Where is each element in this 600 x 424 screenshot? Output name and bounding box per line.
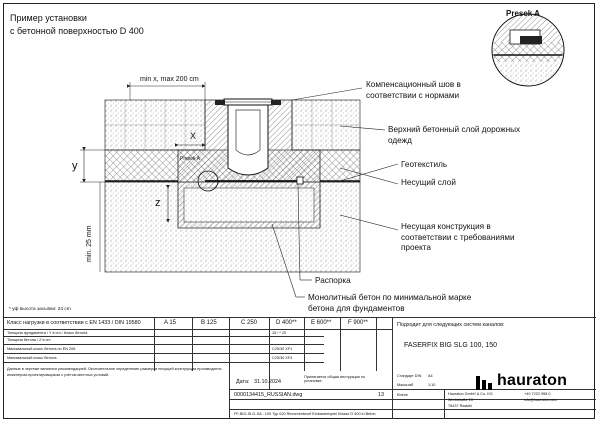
footnote: * уф высота засыпки: 24 cm <box>9 307 71 312</box>
class-e600: E 600** <box>311 320 332 326</box>
callout-top-concrete: Верхний бетонный слой дорожных одежд <box>388 125 521 145</box>
standard-label: Стандарт DIN <box>397 374 422 378</box>
drawing-title-line2: с бетонной поверхностью D 400 <box>10 26 144 36</box>
product-name: FASERFIX BIG SLG 100, 150 <box>404 342 497 349</box>
dimension-z: z <box>155 197 161 209</box>
class-c250: C 250 <box>241 320 258 326</box>
email: info@hauraton.com <box>524 398 558 402</box>
callout-geotextile: Геотекстиль <box>401 160 448 169</box>
class-a15: A 15 <box>164 320 177 326</box>
address-line1: Hauraton GmbH & Co. KG <box>448 392 493 396</box>
class-f900: F 900** <box>348 320 369 326</box>
format-label: Ebene <box>397 393 408 397</box>
callout-expansion-joint: Компенсационный шов в соответствии с нормами <box>366 80 461 100</box>
dimension-y: y <box>72 160 78 172</box>
compatible-systems-label: Подходит для следующих систем каналов: <box>397 322 505 328</box>
dimension-x: X <box>190 131 197 141</box>
drawing-title-full: FF-BIG-SLG-SA - 100 Typ 020 Rinnenentwurf Einbaubeispiel Klasse D 400 in Beton <box>234 412 376 416</box>
dimension-top: min x, max 200 cm <box>140 76 199 83</box>
drawing-file: 0000134415_RUSSIAN.dwg <box>234 392 303 398</box>
logo-text: hauraton <box>497 372 568 389</box>
class-b125: B 125 <box>201 320 217 326</box>
drawing-title-line1: Пример установки <box>10 13 87 23</box>
callout-structure: Несущая конструкция в соответствии с требованиями проекта <box>401 222 515 252</box>
standard-value: A4 <box>428 374 433 378</box>
row-foundation-d400: 15 / * 20 <box>272 331 287 335</box>
row-concrete-label: Толщина бетона / Z в cm <box>7 338 51 342</box>
callout-bearing-layer: Несущий слой <box>401 178 456 187</box>
detail-presek-a <box>492 14 564 88</box>
detail-label: Presek A <box>506 9 540 18</box>
address-line2: Werkstraße 13 <box>448 398 473 402</box>
logo-mark-icon <box>475 374 495 392</box>
row-minclass-label: Минимальный класс бетона <box>7 356 57 360</box>
hauraton-logo <box>475 374 587 392</box>
callout-monolithic-concrete: Монолитный бетон по минимальной марке бетона для фундаментов <box>308 293 472 313</box>
row-class-label: Минимальный класс бетона по EN 206 <box>7 347 76 351</box>
table-header-load-class: Класс нагрузки в соответствии с EN 1433 / DIN 19580 <box>7 320 141 326</box>
row-class-d400: C25/30 XF1 <box>272 347 293 351</box>
address-line3: 76437 Rastatt <box>448 404 472 408</box>
scale-label: Масштаб <box>397 383 414 387</box>
dimension-min25: min. 25 mm <box>86 225 93 262</box>
phone: +49 7222 958 0 <box>524 392 551 396</box>
date-value: 31.10.2024 <box>254 379 281 385</box>
notes-text: Данные в чертеже являются рекомендацией. Окончательное определение размеров несущей конструкции производится инженером-проектировщиком с учётом местных условий. <box>7 367 222 377</box>
scale-value: 1:10 <box>428 383 436 387</box>
row-foundation-label: Толщина фундамента / Y в cm / Класс бетона <box>7 331 88 335</box>
title-block <box>4 317 596 419</box>
class-d400: D 400** <box>276 320 297 326</box>
detail-marker-label: Presek A <box>180 156 201 162</box>
install-note: Прилагается общая инструкция по установке. <box>304 375 366 384</box>
callout-spacer: Распорка <box>315 276 351 285</box>
row-minclass-d400: C25/30 XF4 <box>272 356 293 360</box>
sheet-number: 13 <box>378 392 384 398</box>
date-label: Дата: <box>236 379 250 385</box>
